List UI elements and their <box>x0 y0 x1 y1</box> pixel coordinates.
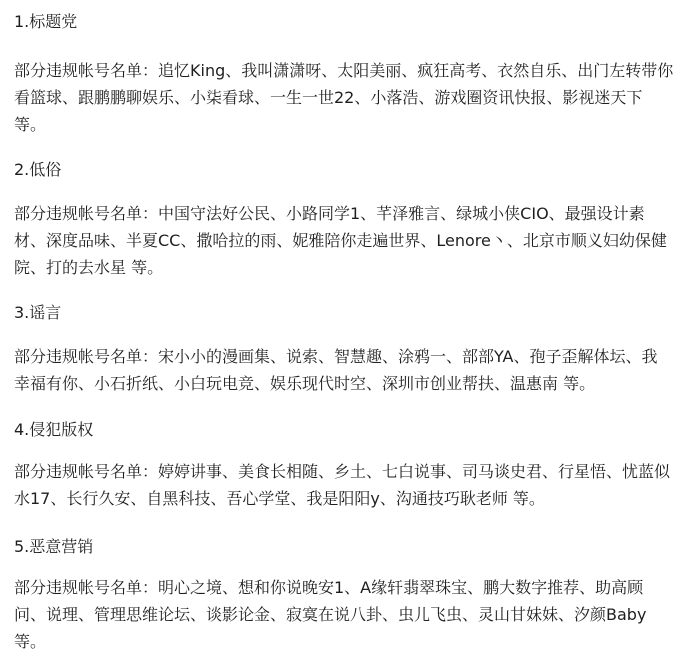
body-line: 院、打的去水星 等。 <box>14 258 164 277</box>
section-heading: 2.低俗 <box>14 160 62 179</box>
section-heading: 3.谣言 <box>14 303 62 322</box>
section-body <box>14 458 678 512</box>
section-body <box>14 574 678 655</box>
body-line: 部分违规帐号名单：明心之境、想和你说晚安1、A缘轩翡翠珠宝、鹏大数字推荐、助高顾 <box>14 578 644 597</box>
body-line: 部分违规帐号名单：中国守法好公民、小路同学1、芊泽雅言、绿城小侠CIO、最强设计素 <box>14 204 645 223</box>
body-line: 部分违规帐号名单：宋小小的漫画集、说索、智慧趣、涂鸦一、部部YA、孢子歪解体坛、我 <box>14 347 658 366</box>
body-line: 部分违规帐号名单：追忆King、我叫潇潇呀、太阳美丽、疯狂高考、衣然自乐、出门左转带你 <box>14 61 674 80</box>
section-body <box>14 343 678 397</box>
body-line: 材、深度品味、半夏CC、撒哈拉的雨、妮雅陪你走遍世界、Lenore丶、北京市顺义妇幼保健 <box>14 231 667 250</box>
section-heading: 4.侵犯版权 <box>14 420 94 439</box>
section-heading: 1.标题党 <box>14 12 78 31</box>
body-line: 等。 <box>14 632 47 651</box>
body-line: 问、说理、管理思维论坛、谈影论金、寂寞在说八卦、虫儿飞虫、灵山甘妹妹、汐颜Baby <box>14 605 647 624</box>
body-line: 看篮球、跟鹏鹏聊娱乐、小柒看球、一生一世22、小落浩、游戏圈资讯快报、影视迷天下 <box>14 88 643 107</box>
body-line: 部分违规帐号名单：婷婷讲事、美食长相随、乡土、七白说事、司马谈史君、行星悟、忧蓝似 <box>14 462 671 481</box>
section-body <box>14 200 678 281</box>
section-body <box>14 57 678 138</box>
body-line: 水17、长行久安、自黑科技、吾心学堂、我是阳阳y、沟通技巧耿老师 等。 <box>14 489 545 508</box>
body-line: 幸福有你、小石折纸、小白玩电竞、娱乐现代时空、深圳市创业帮扶、温惠南 等。 <box>14 374 596 393</box>
section-heading: 5.恶意营销 <box>14 537 94 556</box>
body-line: 等。 <box>14 115 47 134</box>
